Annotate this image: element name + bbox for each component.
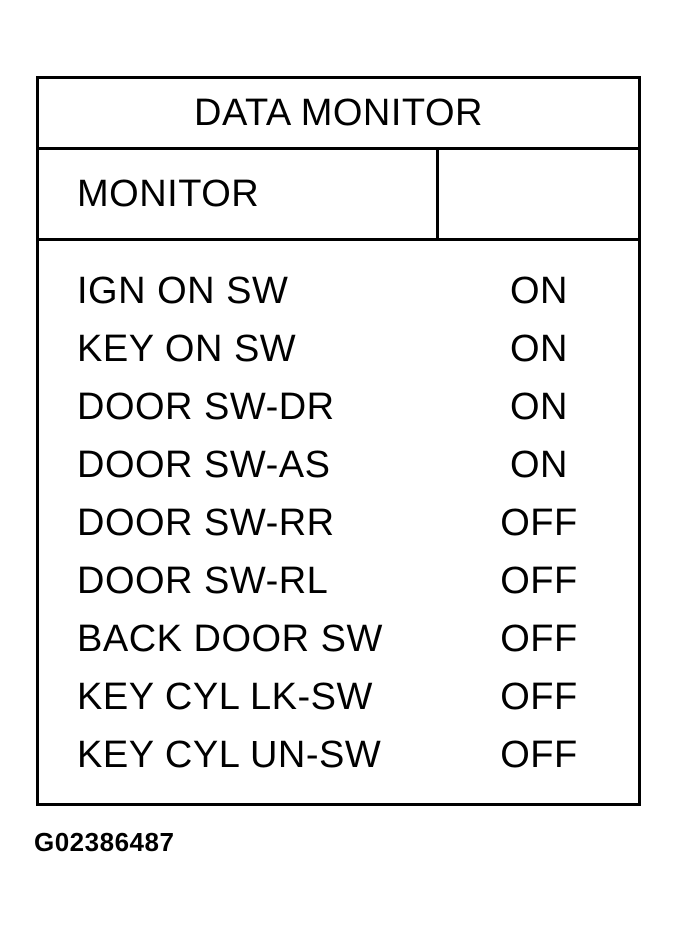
signal-name: DOOR SW-RR bbox=[77, 501, 335, 544]
signal-name: IGN ON SW bbox=[77, 269, 289, 312]
signal-name: KEY ON SW bbox=[77, 327, 297, 370]
table-row bbox=[39, 552, 638, 610]
signal-value: ON bbox=[510, 443, 568, 486]
signal-name: KEY CYL UN-SW bbox=[77, 733, 382, 776]
figure-id: G02386487 bbox=[34, 827, 175, 857]
signal-value: OFF bbox=[500, 733, 578, 776]
column-header-monitor: MONITOR bbox=[39, 150, 439, 238]
table-row bbox=[39, 320, 638, 378]
table-row bbox=[39, 262, 638, 320]
signal-name: DOOR SW-AS bbox=[77, 443, 331, 486]
signal-value: OFF bbox=[500, 501, 578, 544]
signal-name: DOOR SW-DR bbox=[77, 385, 335, 428]
signal-list bbox=[39, 241, 638, 803]
panel-title: DATA MONITOR bbox=[39, 79, 638, 150]
data-monitor-panel bbox=[36, 76, 641, 806]
table-row bbox=[39, 726, 638, 784]
column-header-value-cell bbox=[439, 150, 638, 238]
signal-name: DOOR SW-RL bbox=[77, 559, 329, 602]
column-header-row bbox=[39, 150, 638, 241]
signal-value: ON bbox=[510, 385, 568, 428]
signal-value: OFF bbox=[500, 617, 578, 660]
signal-name: BACK DOOR SW bbox=[77, 617, 383, 660]
table-row bbox=[39, 668, 638, 726]
table-row bbox=[39, 378, 638, 436]
signal-value: OFF bbox=[500, 559, 578, 602]
table-row bbox=[39, 436, 638, 494]
signal-value: OFF bbox=[500, 675, 578, 718]
table-row bbox=[39, 494, 638, 552]
signal-name: KEY CYL LK-SW bbox=[77, 675, 373, 718]
signal-value: ON bbox=[510, 269, 568, 312]
table-row bbox=[39, 610, 638, 668]
signal-value: ON bbox=[510, 327, 568, 370]
